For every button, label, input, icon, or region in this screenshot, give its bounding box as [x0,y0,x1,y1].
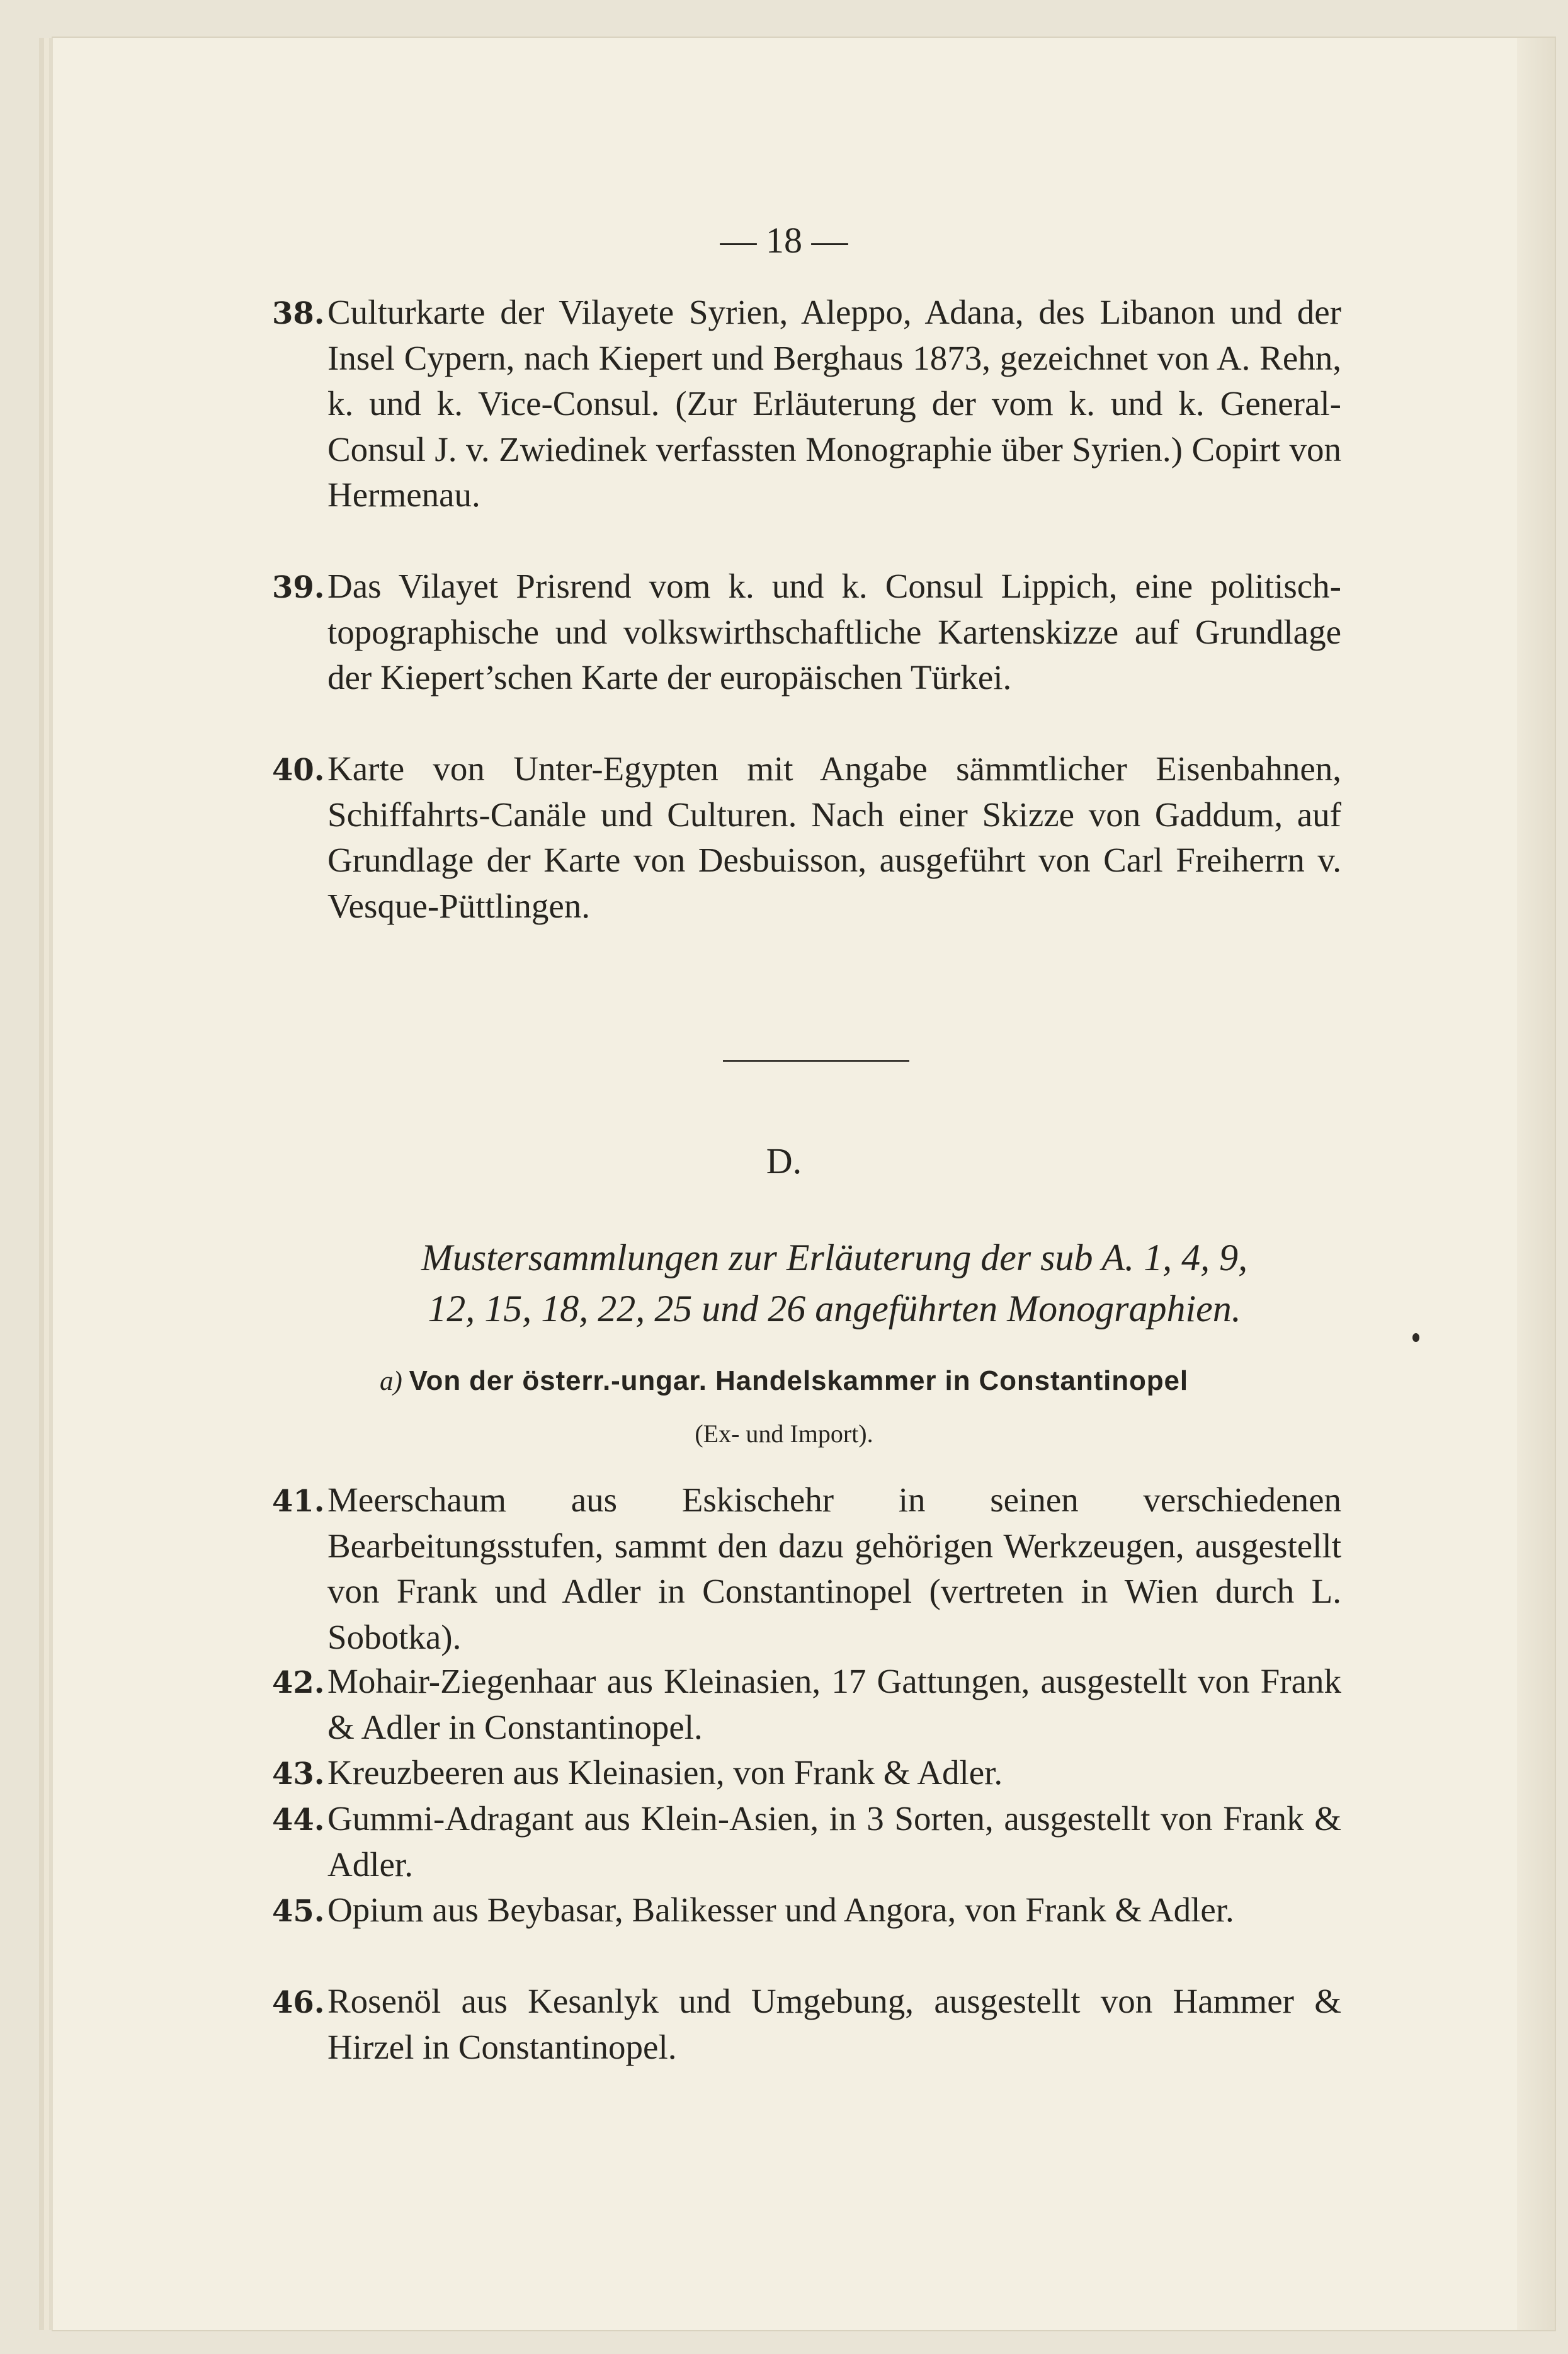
entry-text: Kreuzbeeren aus Kleinasien, von Frank & Adler. [327,1753,1003,1792]
catalog-entry-44 [272,1796,1341,1887]
entry-text: Gummi-Adragant aus Klein-Asien, in 3 Sorten, ausgestellt von Frank & Adler. [327,1799,1341,1884]
entry-number: 38. [272,296,325,331]
entry-text: Meerschaum aus Eskischehr in seinen verschiedenen Bearbeitungsstufen, sammt den dazu gehörigen Werkzeugen, ausgestellt von Frank und Adler in Constantinopel (vertreten in Wien durch L. Sobotka). [327,1481,1341,1656]
entry-number: 43. [272,1756,325,1792]
section-letter: D. [766,1140,802,1181]
catalog-entry-39 [272,564,1341,701]
entry-number: 45. [272,1894,325,1929]
catalog-entry-41 [272,1477,1341,1660]
entry-number: 40. [272,753,325,788]
entry-text: Culturkarte der Vilayete Syrien, Aleppo, Adana, des Libanon und der Insel Cypern, nach Kiepert und Berghaus 1873, gezeichnet von A. Rehn, k. und k. Vice-Consul. (Zur Erläuterung der vom k. und k. General-Consul J. v. Zwiedinek verfassten Monographie über Syrien.) Copirt von Hermenau. [327,293,1341,514]
subsection-heading [0,1365,1568,1397]
subsection-label: a) [380,1367,402,1396]
entry-number: 39. [272,570,325,605]
page-edge [1517,38,1555,2330]
page-number: — 18 — [720,220,848,261]
entry-text: Opium aus Beybasar, Balikesser und Angora, von Frank & Adler. [327,1891,1234,1929]
subsection-note: (Ex- und Import). [695,1419,873,1448]
catalog-entry-40 [272,746,1341,929]
entry-number: 41. [272,1484,325,1519]
entry-number: 42. [272,1665,325,1700]
catalog-entry-38 [272,290,1341,518]
catalog-entry-46 [272,1979,1341,2070]
entry-number: 44. [272,1802,325,1838]
section-title-line-1: Mustersammlungen zur Erläuterung der sub A. 1, 4, 9, [421,1237,1248,1278]
subsection-title: Von der österr.-ungar. Handelskammer in Constantinopel [409,1365,1188,1396]
catalog-entry-45 [272,1887,1341,1933]
ink-speck [1412,1333,1419,1342]
entry-text: Rosenöl aus Kesanlyk und Umgebung, ausgestellt von Hammer & Hirzel in Constantinopel. [327,1982,1341,2066]
catalog-entry-43 [272,1750,1341,1796]
entry-text: Das Vilayet Prisrend vom k. und k. Consul Lippich, eine politisch-topographische und volkswirthschaftliche Kartenskizze auf Grundlage der Kiepert’schen Karte der europäischen Türkei. [327,567,1341,697]
catalog-entry-42 [272,1659,1341,1750]
section-divider [723,1060,909,1062]
section-title-line-2: 12, 15, 18, 22, 25 und 26 angeführten Monographien. [428,1288,1241,1329]
entry-text: Mohair-Ziegenhaar aus Kleinasien, 17 Gattungen, ausgestellt von Frank & Adler in Constantinopel. [327,1662,1341,1746]
entry-number: 46. [272,1985,325,2020]
entry-text: Karte von Unter-Egypten mit Angabe sämmtlicher Eisenbahnen, Schiffahrts-Canäle und Culturen. Nach einer Skizze von Gaddum, auf Grundlage der Karte von Desbuisson, ausgeführt von Carl Freiherrn v. Vesque-Püttlingen. [327,749,1341,925]
